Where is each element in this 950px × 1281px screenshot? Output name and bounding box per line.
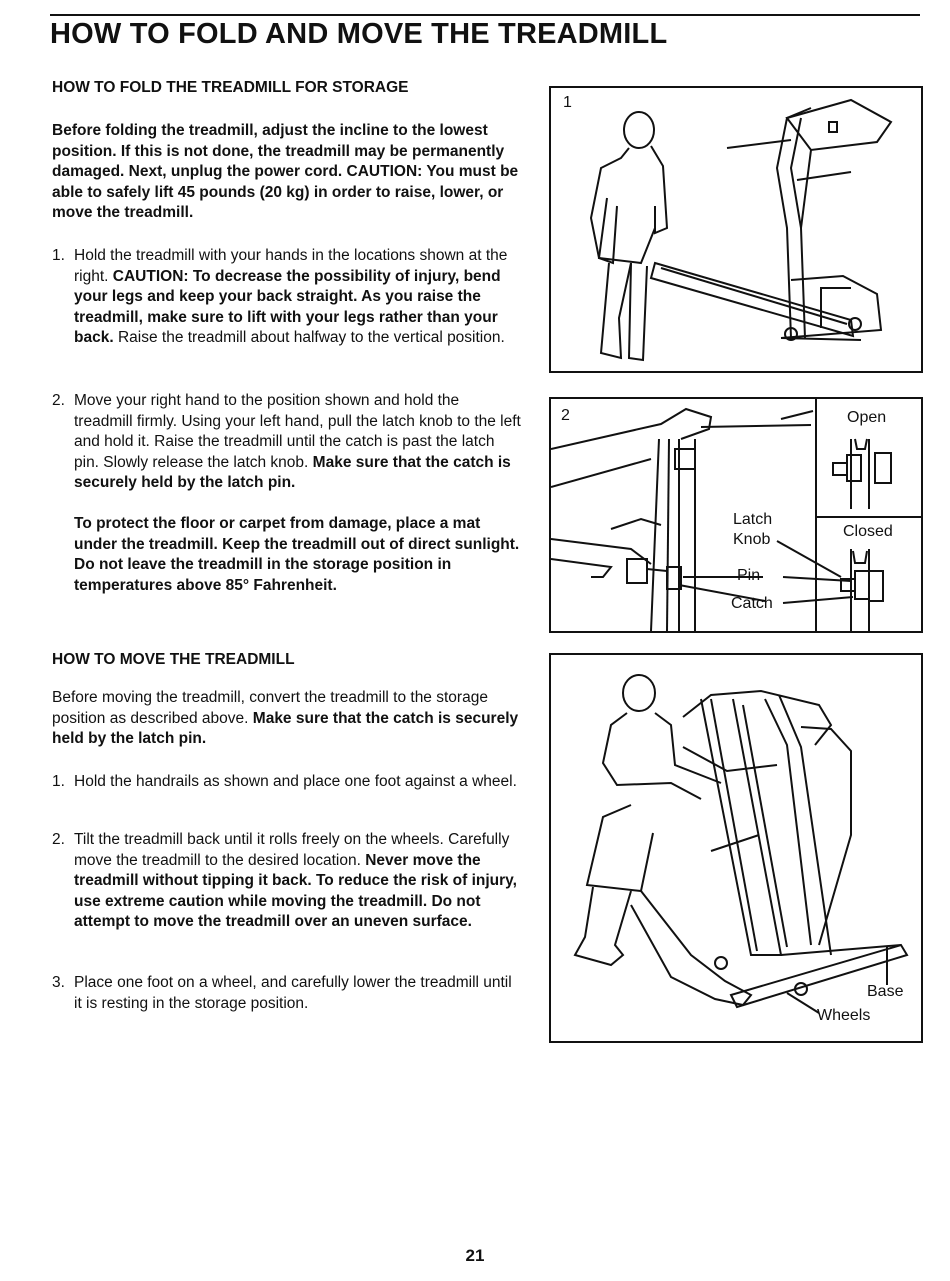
protect-note-block <box>52 514 522 596</box>
label-latch-knob-2: Knob <box>733 531 771 548</box>
step-caution: CAUTION: To decrease the possibility of injury, bend your legs and keep your back straight. As you raise the treadmill, make sure to lift with your legs rather than your back. <box>74 267 501 346</box>
move-section <box>52 650 522 671</box>
figure-1-illustration <box>551 88 921 371</box>
move-steps <box>52 772 522 793</box>
step-number: 2. <box>52 831 65 848</box>
figure-1 <box>549 86 923 373</box>
figure-number: 2 <box>561 407 570 424</box>
list-item <box>52 772 522 793</box>
move-heading: HOW TO MOVE THE TREADMILL <box>52 651 295 668</box>
list-item <box>52 246 522 349</box>
step-number: 1. <box>52 773 65 790</box>
fold-intro-block <box>52 121 522 224</box>
step-warning: Never move the treadmill without tipping it back. To reduce the risk of injury, use extreme caution while moving the treadmill. Do not attempt to move the treadmill over an uneven surface. <box>74 851 517 930</box>
label-closed: Closed <box>843 523 893 540</box>
fold-intro: Before folding the treadmill, adjust the incline to the lowest position. If this is not done, the treadmill may be permanently damaged. Next, unplug the power cord. CAUTION: You must be able to safely lift 45 pounds (20 kg) in order to raise, lower, or move the treadmill. <box>52 122 519 221</box>
move-intro-text: Before moving the treadmill, convert the treadmill to the storage position as described above. <box>52 689 488 727</box>
step-text: Hold the handrails as shown and place one foot against a wheel. <box>74 773 517 790</box>
step-number: 2. <box>52 392 65 409</box>
step-number: 1. <box>52 247 65 264</box>
label-open: Open <box>847 409 887 426</box>
step-warning: Make sure that the catch is securely held by the latch pin. <box>74 453 511 491</box>
move-steps-2 <box>52 830 522 933</box>
figure-number: 1 <box>563 94 572 111</box>
figure-2 <box>549 397 923 633</box>
list-item <box>52 830 522 933</box>
label-catch: Catch <box>731 595 773 612</box>
move-step-3-block <box>52 973 522 1014</box>
fold-step-1-block <box>52 246 522 349</box>
page-number: 21 <box>465 1246 485 1265</box>
fold-steps <box>52 246 522 349</box>
move-step-1-block <box>52 772 522 793</box>
step-text: Hold the treadmill with your hands in the locations shown at the right. <box>74 247 508 285</box>
page-title: HOW TO FOLD AND MOVE THE TREADMILL <box>50 18 668 50</box>
move-step-2-block <box>52 830 522 933</box>
label-wheels: Wheels <box>817 1007 871 1024</box>
step-number: 3. <box>52 974 65 991</box>
step-text: Tilt the treadmill back until it rolls freely on the wheels. Carefully move the treadmill to the desired location. <box>74 831 510 869</box>
label-pin: Pin <box>737 567 761 584</box>
move-intro-warning: Make sure that the catch is securely held by the latch pin. <box>52 709 519 747</box>
move-steps-3 <box>52 973 522 1014</box>
label-base: Base <box>867 983 904 1000</box>
figure-3 <box>549 653 923 1043</box>
protect-note: To protect the floor or carpet from damage, place a mat under the treadmill. Keep the treadmill out of direct sunlight. Do not leave the treadmill in the storage position in temperatures above 85° Fahrenheit. <box>74 515 520 594</box>
label-latch-knob-1: Latch <box>733 511 773 528</box>
step-text-tail: Raise the treadmill about halfway to the vertical position. <box>117 329 505 346</box>
move-intro-block <box>52 688 522 750</box>
fold-steps-cont <box>52 391 522 494</box>
move-intro <box>52 688 522 750</box>
fold-section <box>52 78 522 99</box>
step-text: Place one foot on a wheel, and carefully lower the treadmill until it is resting in the storage position. <box>74 974 512 1012</box>
figure-3-illustration <box>551 655 921 1041</box>
fold-step-2-block <box>52 391 522 494</box>
fold-heading: HOW TO FOLD THE TREADMILL FOR STORAGE <box>52 79 409 96</box>
step-text: Move your right hand to the position shown and hold the treadmill firmly. Using your left hand, pull the latch knob to the left and hold it. Raise the treadmill until the catch is past the latch pin. Slowly release the latch knob. <box>74 392 521 471</box>
list-item <box>52 391 522 494</box>
list-item <box>52 973 522 1014</box>
